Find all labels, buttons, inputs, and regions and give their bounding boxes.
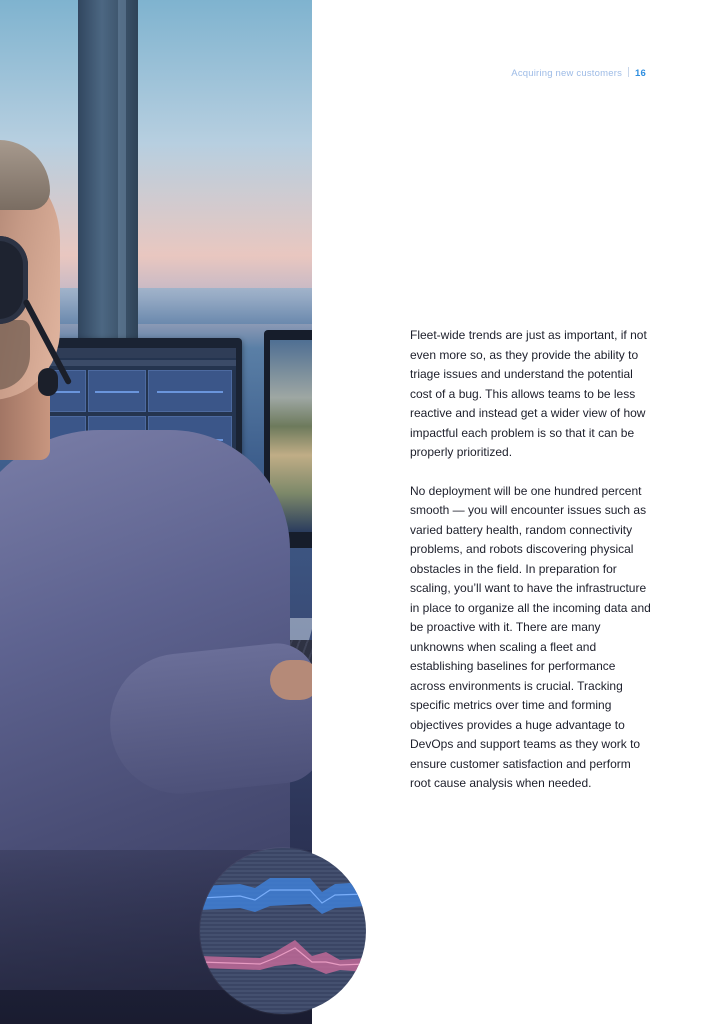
section-title: Acquiring new customers bbox=[511, 68, 623, 79]
blue-band bbox=[200, 878, 366, 914]
timeseries-circle-graphic bbox=[200, 848, 366, 1014]
running-header bbox=[511, 67, 646, 79]
person-hair bbox=[0, 140, 50, 210]
person-hand bbox=[270, 660, 312, 700]
pink-band bbox=[200, 940, 366, 974]
body-copy bbox=[410, 326, 652, 813]
paragraph-deployment: No deployment will be one hundred percent smooth — you will encounter issues such as varied battery health, random connectivity problems, and robots discovering physical obstacles in the field. In preparation for scaling, you’ll want to have the infrastructure in place to organize all the incoming data and be proactive with it. There are many unknowns when scaling a fleet and establishing baselines for performance across environments is crucial. Tracking specific metrics over time and forming objectives provides a huge advantage to DevOps and support teams as they work to ensure customer satisfaction and perform root cause analysis when needed. bbox=[410, 483, 651, 790]
paragraph-fleet-trends: Fleet-wide trends are just as important, if not even more so, as they provide the ability to triage issues and understand the potential cost of a bug. This allows teams to be less reactive and instead get a wider view of how impactful each problem is so that it can be properly prioritized. bbox=[410, 328, 647, 459]
dashboard-panel bbox=[88, 370, 146, 412]
dashboard-panel bbox=[148, 370, 232, 412]
window-pillar-highlight bbox=[118, 0, 126, 340]
window-pillar bbox=[78, 0, 138, 340]
timeseries-graphic-svg bbox=[200, 848, 366, 1014]
page-number: 16 bbox=[635, 68, 646, 79]
microphone-icon bbox=[38, 368, 58, 396]
header-divider bbox=[628, 67, 629, 77]
